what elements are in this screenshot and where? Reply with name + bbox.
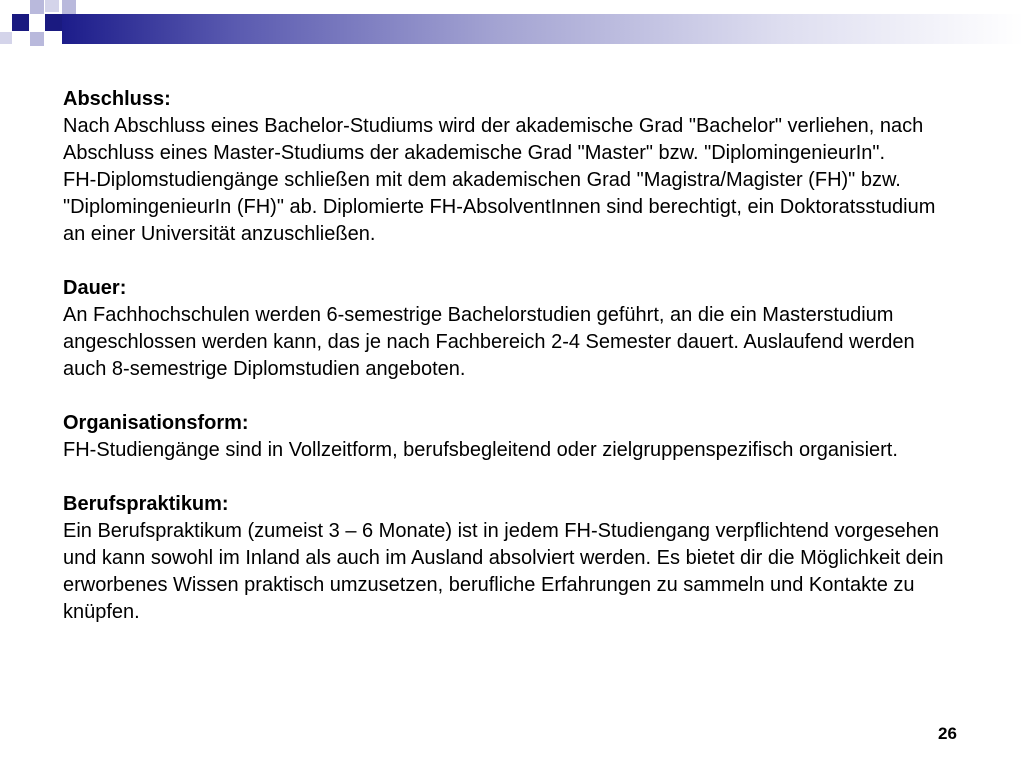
section-abschluss: [63, 86, 963, 248]
section-paragraph: An Fachhochschulen werden 6-semestrige Bachelorstudien geführt, an die ein Masterstudium angeschlossen werden kann, das je nach Fachbereich 2-4 Semester dauert. Auslaufend werden auch 8-semestrige Diplomstudien angeboten.: [63, 304, 915, 380]
section-heading: Dauer:: [63, 277, 127, 299]
decor-square: [30, 32, 44, 46]
decor-square: [45, 0, 59, 12]
section-heading: Organisationsform:: [63, 412, 249, 434]
section-paragraph: Nach Abschluss eines Bachelor-Studiums wird der akademische Grad "Bachelor" verliehen, nach Abschluss eines Master-Studiums der akademische Grad "Master" bzw. "DiplomingenieurIn".: [63, 115, 924, 164]
section-paragraph: Ein Berufspraktikum (zumeist 3 – 6 Monate) ist in jedem FH-Studiengang verpflichtend vorgesehen und kann sowohl im Inland als auch im Ausland absolviert werden. Es bietet dir die Möglichkeit dein erworbenes Wissen praktisch umzusetzen, berufliche Erfahrungen zu sammeln und Kontakte zu knüpfen.: [63, 520, 944, 623]
section-heading: Abschluss:: [63, 88, 171, 110]
section-paragraph: FH-Studiengänge sind in Vollzeitform, berufsbegleitend oder zielgruppenspezifisch organisiert.: [63, 439, 898, 461]
slide-body: [63, 86, 963, 653]
section-berufspraktikum: [63, 491, 963, 626]
decor-square: [62, 0, 76, 14]
decor-square: [30, 0, 44, 14]
decor-square: [12, 14, 29, 31]
decor-square: [45, 14, 62, 31]
header-gradient-band: [62, 14, 1024, 44]
decor-square: [0, 32, 12, 44]
section-organisationsform: [63, 410, 963, 464]
section-dauer: [63, 275, 963, 383]
section-paragraph: FH-Diplomstudiengänge schließen mit dem akademischen Grad "Magistra/Magister (FH)" bzw. "DiplomingenieurIn (FH)" ab. Diplomierte FH-AbsolventInnen sind berechtigt, ein Doktoratsstudium an einer Universität anzuschließen.: [63, 169, 936, 245]
page-number: 26: [938, 724, 957, 743]
section-heading: Berufspraktikum:: [63, 493, 229, 515]
